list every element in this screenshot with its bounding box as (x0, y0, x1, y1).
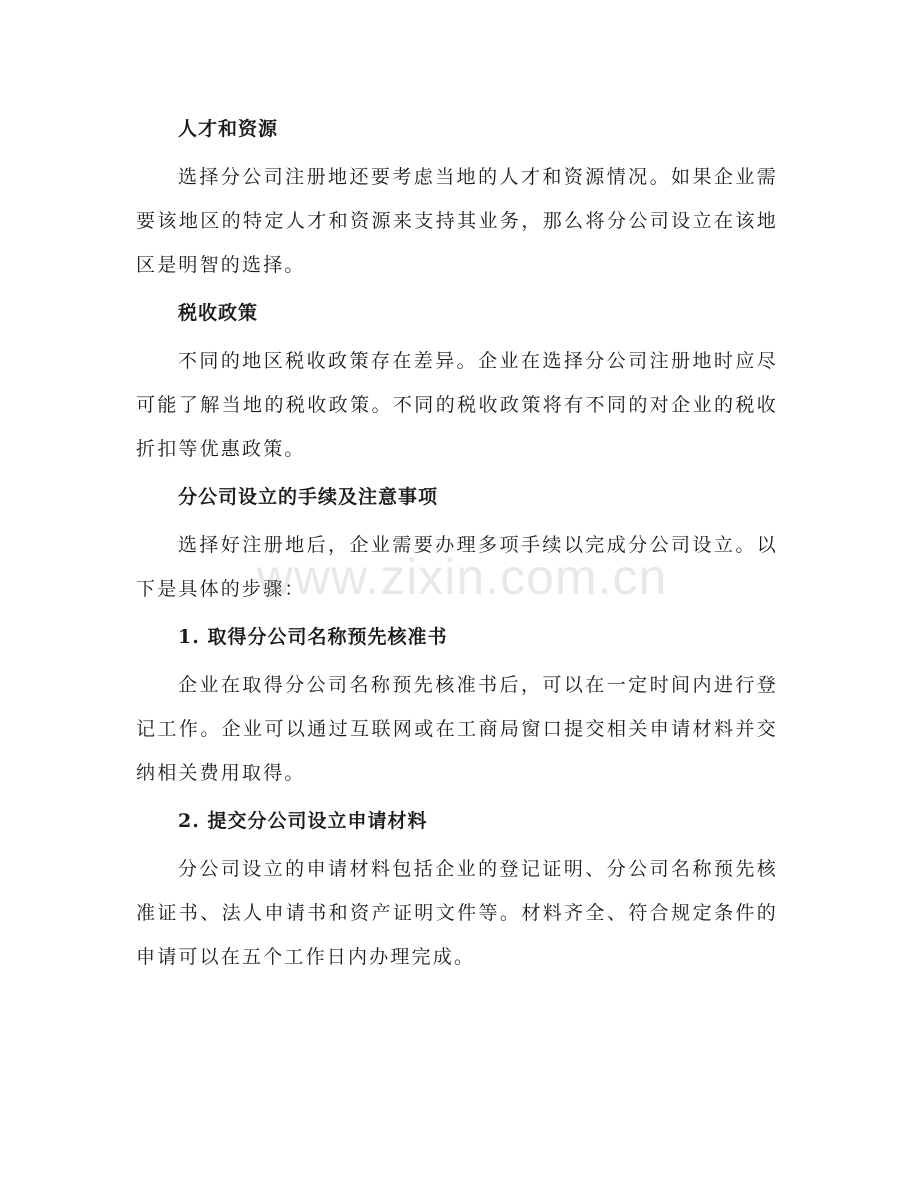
watermark: www.zixin.com.cn (256, 549, 668, 605)
section-paragraph-step-1: 企业在取得分公司名称预先核准书后，可以在一定时间内进行登记工作。企业可以通过互联网或在工商局窗口提交相关申请材料并交纳相关费用取得。 (136, 674, 778, 784)
section-paragraph-procedures: 选择好注册地后，企业需要办理多项手续以完成分公司设立。以下是具体的步骤： (136, 534, 778, 600)
section-heading-step-1: 1. 取得分公司名称预先核准书 (178, 626, 448, 648)
document-body (136, 111, 778, 979)
section-heading-tax: 税收政策 (178, 302, 259, 324)
section-paragraph-talent: 选择分公司注册地还要考虑当地的人才和资源情况。如果企业需要该地区的特定人才和资源来支持其业务，那么将分公司设立在该地区是明智的选择。 (136, 166, 778, 276)
section-heading-talent: 人才和资源 (178, 118, 279, 140)
section-paragraph-step-2: 分公司设立的申请材料包括企业的登记证明、分公司名称预先核准证书、法人申请书和资产证明文件等。材料齐全、符合规定条件的申请可以在五个工作日内办理完成。 (136, 858, 778, 968)
section-heading-step-2: 2. 提交分公司设立申请材料 (178, 810, 428, 832)
section-paragraph-tax: 不同的地区税收政策存在差异。企业在选择分公司注册地时应尽可能了解当地的税收政策。不同的税收政策将有不同的对企业的税收折扣等优惠政策。 (136, 350, 778, 460)
section-heading-procedures: 分公司设立的手续及注意事项 (178, 486, 439, 508)
